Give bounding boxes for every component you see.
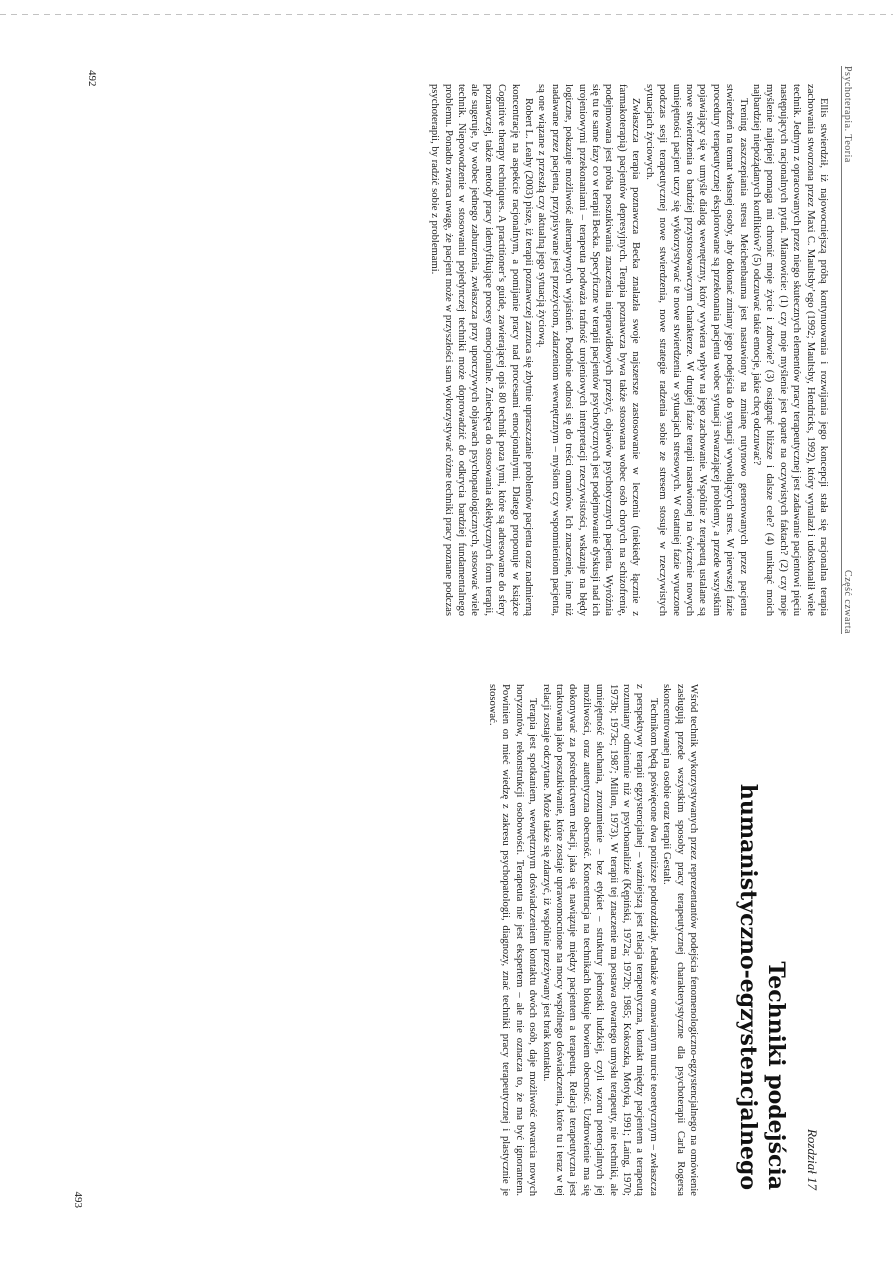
chapter-title-line-2: humanistyczno-egzystencjalnego xyxy=(735,783,761,1190)
paragraph: Zwłaszcza terapia poznawcza Becka znalazła swoje najszersze zastosowanie w leczeniu (niekiedy łącznie z farmakoterapią) pacjentów depresyjnych. Terapia poznawcza bywa także stosowana wobec osób chorych na schizofrenię, podejmowana jest próba poszukiwania znaczenia nieprawidłowych przeżyć, objawów psychotycznych pacjenta. Wyróżnia się tu te same fazy co w terapii Becka. Specyficzne w terapii pacjentów psychotycznych jest podejmowanie dyskusji nad ich urojeniowymi przekonaniami – terapeuta podważa trafność urojeniowych interpretacji rzeczywistości, wskazuje na błędy logiczne, pokazuje możliwość alternatywnych wyjaśnień. Podobnie odnosi się do treści omamów. Ich znaczenie, inne niż nadawane przez pacjenta, przypisywane jest przeżyciom, zdarzeniom wewnętrznym – myślom czy wspomnieniom pacjenta, są one wiązane z przeszłą czy aktualną jego sytuacją życiową. xyxy=(536,84,642,616)
page-492 xyxy=(40,60,860,640)
paragraph: Technikom będą poświęcone dwa poniższe podrozdziały. Jednakże w omawianym nurcie teoretycznym – zwłaszcza z perspektywy terapii egzystencjalnej – ważniejszą jest relacja terapeutyczna, kontakt między pacjentem a terapeutą rozumiany odmiennie niż w psychoanalizie (Kępiński, 1972a; 1972b; 1985; Kokoszka, Motyka, 1991; Laing, 1970; 1973b; 1973c; 1987; Millon, 1973). W terapii tej znaczenie ma postawa otwartego umysłu terapeuty, nie techniki, ale umiejętność słuchania, zrozumienie – bez etykiet – struktury jednostki ludzkiej, czyli wzoru potencjalnych jej możliwości, oraz autentyczna obecność. Koncentracja na technikach blokuje bowiem obecność. Uzdrowienie ma się dokonywać za pośrednictwem relacji, jaka się nawiązuje między pacjentem a terapeutą. Relacja terapeutyczna jest traktowana jako poszukiwanie, które zostaje uprawomocnione na mocy wspólnego doświadczenia, które tu i teraz w tej relacji zostaje odczytane. Może także się zdarzyć, iż wspólnie przeżywany jest brak kontaktu. xyxy=(540,684,659,1196)
page-493 xyxy=(40,660,860,1220)
running-head-left: Psychoterapia. Teoria xyxy=(842,66,853,163)
page-493-body xyxy=(486,684,701,1196)
chapter-title xyxy=(734,700,790,1190)
chapter-label: Rozdział 17 xyxy=(805,1128,820,1190)
chapter-title-line-1: Techniki podejścia xyxy=(763,961,789,1190)
running-head-right: Część czwarta xyxy=(842,570,853,634)
page-number: 492 xyxy=(86,70,98,87)
paragraph: Ellis stwierdził, iż najowocniejszą próbą kontynuowania i rozwijania jego koncepcji stała się racjonalna terapia zachowania stworzona przez Maxi C. Maultsby’ego (1992; Maultsby, Hendricks, 1992), który wynalazł i udoskonalił wiele technik. Jednym z opracowanych przez niego skutecznych elementów pracy terapeutycznej jest zadawanie pacjentowi pięciu następujących racjonalnych pytań. Mianowicie: (1) czy moje myślenie jest oparte na oczywistych faktach? (2) czy moje myślenie najlepiej pomaga mi chronić moje życie i zdrowie? (3) osiągnąć bliższe i dalsze cele? (4) uniknąć moich najbardziej niepożądanych konfliktów? (5) odczuwać takie emocje, jakie chcę odczuwać? xyxy=(750,84,829,616)
page-492-rotated xyxy=(40,60,860,640)
paragraph: Wśród technik wykorzystywanych przez reprezentantów podejścia fenomenologiczno-egzystencjalnego na omówienie zasługują przede wszystkim sposoby pracy terapeutycznej charakterystyczne dla psychoterapii Carla Rogersa skoncentrowanej na osobie oraz terapii Gestalt. xyxy=(661,684,699,1196)
paragraph: Robert L. Leahy (2003) pisze, iż terapii poznawczej zarzuca się zbytnie upraszczanie problemów pacjenta oraz nadmierną koncentrację na aspekcie racjonalnym, a pomijanie pracy nad procesami emocjonalnymi. Dlatego proponuje w książce Cognitive therapy techniques. A practitioner’s guide, zawierającej opis 80 technik poza tymi, które są adresowane do sfery poznawczej, także metody pracy identyfikujące procesy emocjonalne. Zniechęca do stosowania eklektycznych form terapii, ale sugeruje, by wobec jednego zaburzenia, zwłaszcza przy uporczywych objawach psychopatologicznych, stosować wiele technik. Niepowodzenie w stosowaniu pojedynczej techniki może doprowadzić do odkrycia bardziej fundamentalnego problemu. Ponadto zwraca uwagę, że pacjent może w przyszłości sam wykorzystywać różne techniki pracy poznane podczas psychoterapii, by radzić sobie z problemami. xyxy=(429,84,535,616)
page-492-body xyxy=(428,84,830,616)
paragraph: Terapia jest spotkaniem, wewnętrznym doświadczeniem kontaktu dwóch osób, daje możliwość otwarcia nowych horyzontów, rekonstrukcji osobowości. Terapeuta nie jest ekspertem – ale nie oznacza to, że ma być ignorantem. Powinien on mieć wiedzę z zakresu psychopatologii, diagnozy, znać techniki pracy terapeutycznej i plastycznie je stosować. xyxy=(486,684,539,1196)
page-number: 493 xyxy=(72,1191,84,1208)
page-493-rotated xyxy=(40,660,860,1220)
running-head xyxy=(841,66,860,634)
paragraph: Trening zaszczepiania stresu Meichenbauma jest nastawiony na zmianę rutynowo generowanych przez pacjenta stwierdzeń na temat własnej osoby, aby dokonać zmiany jego podejścia do sytuacji wywołujących stres. W pierwszej fazie procedury terapeutycznej eksplorowane są przekonania pacjenta wobec sytuacji stwarzającej problemy, a przede wszystkim pojawiający się w umyśle dialog wewnętrzny, który wywiera wpływ na jego zachowanie. Wspólnie z terapeutą ustalane są nowe stwierdzenia o bardziej przystosowawczym charakterze. W drugiej fazie terapii nastawionej na ćwiczenie nowych umiejętności pacjent uczy się wykorzystywać te nowe stwierdzenia w sytuacjach stresowych. W ostatniej fazie wyuczone podczas sesji terapeutycznej nowe stwierdzenia, nowe strategie radzenia sobie ze stresem stosuje w rzeczywistych sytuacjach życiowych. xyxy=(643,84,749,616)
